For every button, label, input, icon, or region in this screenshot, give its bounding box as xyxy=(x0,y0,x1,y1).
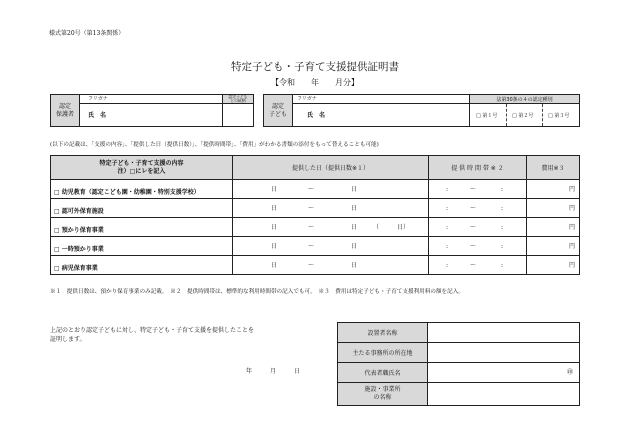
child-furigana-label: フリガナ xyxy=(297,96,317,102)
certification-statement: 上記のとおり認定子どもに対し、特定子ども・子育て支援を提供したことを 証明します。 xyxy=(50,327,255,343)
fee-cell[interactable]: 円 xyxy=(526,179,580,199)
row-label[interactable]: □ 預かり保育事業 xyxy=(50,217,233,237)
category-option-3[interactable]: □ 第３号 xyxy=(548,113,570,119)
office-address-field[interactable] xyxy=(427,342,580,363)
col-time-slot: 提 供 時 間 帯 ※ ２ xyxy=(428,155,527,180)
guardian-relation-field[interactable] xyxy=(222,103,254,127)
child-label: 認定 子ども xyxy=(263,94,293,127)
row-label[interactable]: □ 病児保育事業 xyxy=(50,255,233,275)
guardian-label: 認定 保護者 xyxy=(50,94,80,127)
facility-name-label: 施設・事業所 の名称 xyxy=(337,382,428,406)
fee-cell[interactable]: 円 xyxy=(526,255,580,275)
child-category-options xyxy=(469,103,580,127)
time-cell[interactable]: : 〜 : xyxy=(428,179,527,199)
days-cell[interactable]: 日 〜 日 xyxy=(232,255,429,275)
office-address-label: 主たる事務所の所在地 xyxy=(337,342,428,363)
representative-field[interactable] xyxy=(427,362,580,383)
row-label[interactable]: □ 認可外保育施設 xyxy=(50,198,233,218)
guardian-name-field[interactable] xyxy=(79,103,223,127)
row-label[interactable]: □ 幼児教育（認定こども園・幼稚園・特別支援学校） xyxy=(50,179,233,199)
time-cell[interactable]: : 〜 : xyxy=(428,236,527,256)
document-title: 特定子ども・子育て支援提供証明書 xyxy=(231,61,399,73)
provided-days-count: （ 日） xyxy=(373,224,410,231)
time-cell[interactable]: : 〜 : xyxy=(428,255,527,275)
child-name-field[interactable] xyxy=(292,103,470,127)
category-option-2[interactable]: □ 第２号 xyxy=(512,113,534,119)
seal-mark: ㊞ xyxy=(566,369,573,376)
days-cell[interactable]: 日 〜 日 xyxy=(232,198,429,218)
days-cell[interactable]: 日 〜 日 xyxy=(232,236,429,256)
provider-name-label: 設置者名称 xyxy=(337,322,428,343)
time-cell[interactable]: : 〜 : xyxy=(428,217,527,237)
attachment-note: (以下の記載は、「支援の内容」、「提供した日（提供日数）」、「提供時間帯」、「費用」がわかる書類の添付をもって替えることも可能) xyxy=(50,142,379,148)
representative-label: 代表者職氏名 xyxy=(337,362,428,383)
child-name-label: 氏 名 xyxy=(307,112,326,119)
form-number: 様式第20号（第13条関係） xyxy=(49,30,125,37)
certification-date: 年 月 日 xyxy=(246,368,301,375)
category-option-1[interactable]: □ 第１号 xyxy=(476,113,498,119)
facility-name-field[interactable] xyxy=(427,382,580,406)
row-label[interactable]: □ 一時預かり事業 xyxy=(50,236,233,256)
days-cell[interactable]: 日 〜 日 xyxy=(232,179,429,199)
provider-name-field[interactable] xyxy=(427,322,580,343)
fee-cell[interactable]: 円 xyxy=(526,198,580,218)
col-support-content: 特定子ども・子育て支援の内容 注）□にレを記入 xyxy=(50,155,233,180)
col-fee: 費用※３ xyxy=(526,155,580,180)
col-provided-days: 提供した日（提供日数※１） xyxy=(232,155,429,180)
time-cell[interactable]: : 〜 : xyxy=(428,198,527,218)
child-category-header: 法第30条の４の認定種別 xyxy=(469,94,580,104)
days-cell[interactable]: 日 〜 日 （ 日） xyxy=(232,217,429,237)
fee-cell[interactable]: 円 xyxy=(526,217,580,237)
guardian-relation-label: 認定子ども との続柄 xyxy=(222,94,254,104)
footnotes: ※１ 提供日数は、預かり保育事業のみ記載。 ※２ 提供時間帯は、標準的な利用時間帯の記入でも可。 ※３ 費用は特定子ども・子育て支援利用料の額を記入。 xyxy=(50,289,464,295)
period-label: 【令和 年 月分】 xyxy=(271,78,359,87)
fee-cell[interactable]: 円 xyxy=(526,236,580,256)
guardian-name-label: 氏 名 xyxy=(88,112,107,119)
guardian-furigana-label: フリガナ xyxy=(88,96,108,102)
